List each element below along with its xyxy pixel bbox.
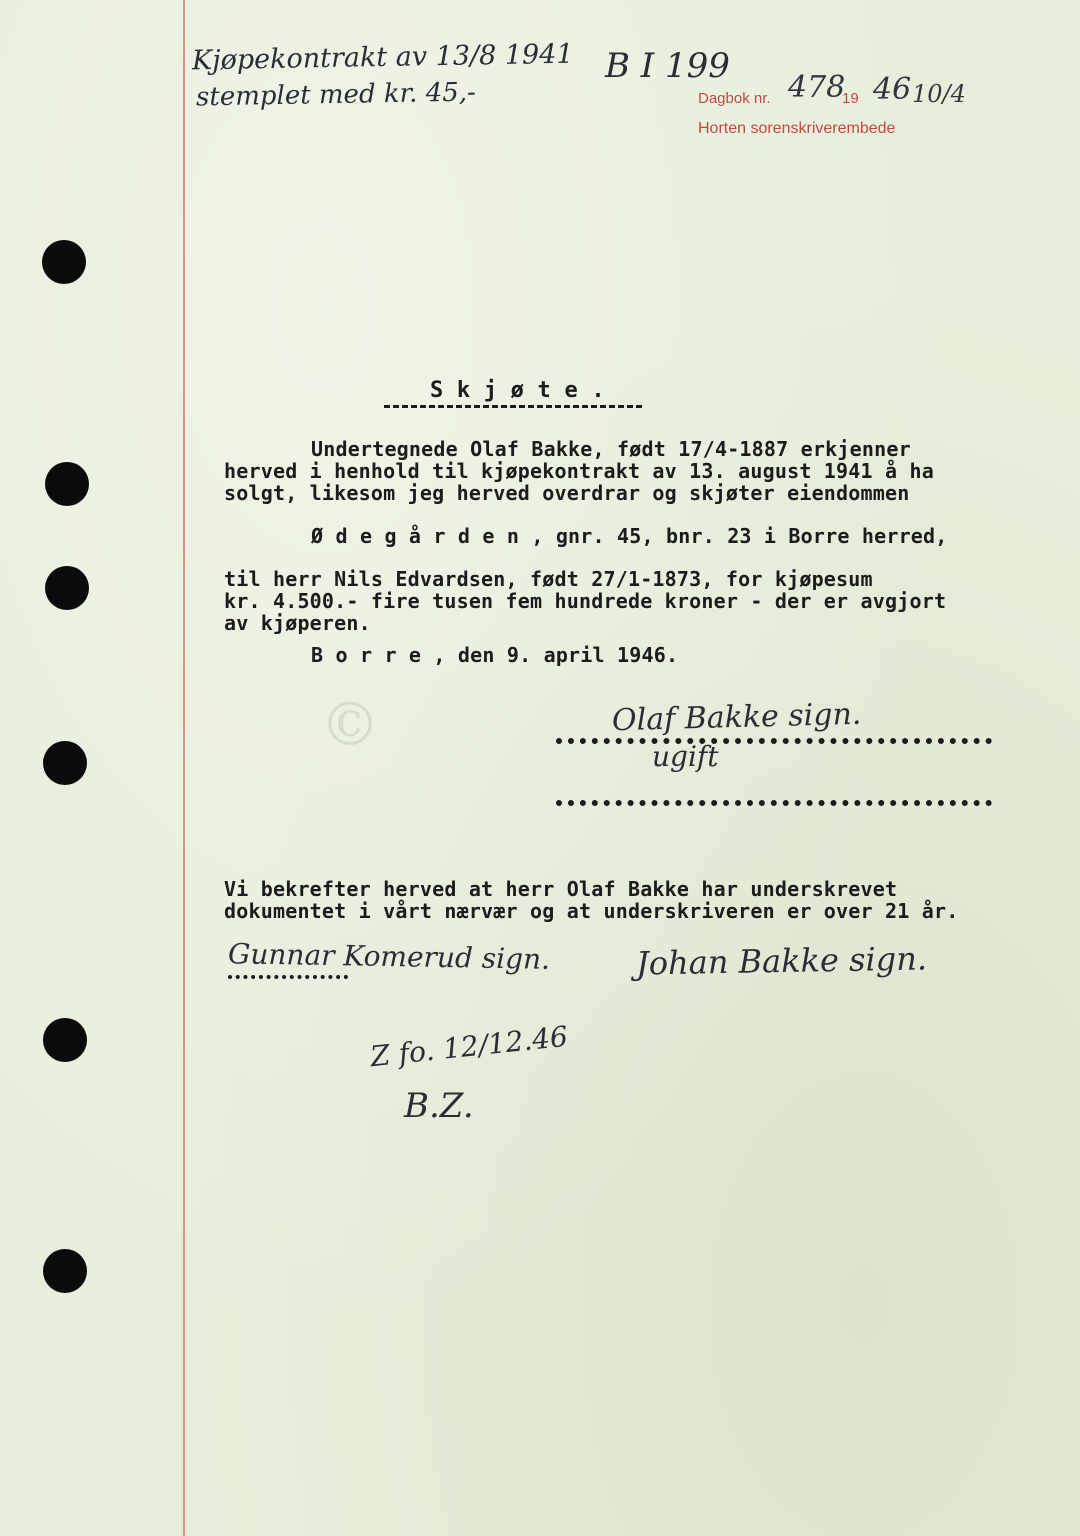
- body-line: solgt, likesom jeg herved overdrar og skjøter eiendommen: [224, 481, 910, 505]
- office-stamp: Horten sorenskriverembede: [698, 120, 896, 137]
- body-line: av kjøperen.: [224, 611, 371, 635]
- registration-initials: B.Z.: [404, 1086, 474, 1126]
- document-title: S k j ø t e .: [430, 378, 605, 403]
- binder-hole: [43, 1249, 87, 1293]
- binder-hole: [43, 1018, 87, 1062]
- dagbok-label: Dagbok nr.: [698, 90, 771, 107]
- seller-signature: Olaf Bakke sign.: [611, 696, 862, 739]
- handwritten-annotation-line1: Kjøpekontrakt av 13/8 1941: [191, 38, 574, 77]
- dagbok-date: 10/4: [912, 80, 966, 108]
- dagbok-year-prefix: 19: [842, 90, 859, 107]
- title-underline: [384, 405, 642, 408]
- marital-status-note: ugift: [652, 740, 719, 773]
- body-line: til herr Nils Edvardsen, født 27/1-1873, for kjøpesum: [224, 567, 873, 591]
- registration-note: Z fo. 12/12.46: [368, 1019, 570, 1074]
- body-line: Undertegnede Olaf Bakke, født 17/4-1887 erkjenner: [311, 437, 911, 461]
- signature-dotted-line: [556, 738, 992, 744]
- binder-hole: [45, 566, 89, 610]
- witness-statement-line: Vi bekrefter herved at herr Olaf Bakke har underskrevet: [224, 877, 898, 901]
- handwritten-annotation-line2: stemplet med kr. 45,-: [195, 77, 477, 113]
- body-line: kr. 4.500.- fire tusen fem hundrede kroner - der er avgjort: [224, 589, 947, 613]
- witness-statement-line: dokumentet i vårt nærvær og at underskriveren er over 21 år.: [224, 899, 959, 923]
- property-description: Ø d e g å r d e n , gnr. 45, bnr. 23 i Borre herred,: [311, 524, 948, 548]
- body-line: herved i henhold til kjøpekontrakt av 13. august 1941 å ha: [224, 459, 934, 483]
- witness-signature-2: Johan Bakke sign.: [635, 939, 928, 983]
- binder-hole: [42, 240, 86, 284]
- margin-line: [183, 0, 185, 1536]
- signature-dotted-line: [556, 800, 992, 806]
- binder-hole: [43, 741, 87, 785]
- binder-hole: [45, 462, 89, 506]
- volume-reference: B I 199: [605, 46, 730, 86]
- place-date-line: B o r r e , den 9. april 1946.: [311, 643, 679, 667]
- witness-dotted-line: [228, 975, 348, 979]
- dagbok-year: 46: [873, 72, 912, 107]
- dagbok-number: 478: [788, 70, 846, 105]
- witness-signature-1: Gunnar Komerud sign.: [227, 937, 551, 976]
- bleed-through-mark: ©: [320, 690, 380, 760]
